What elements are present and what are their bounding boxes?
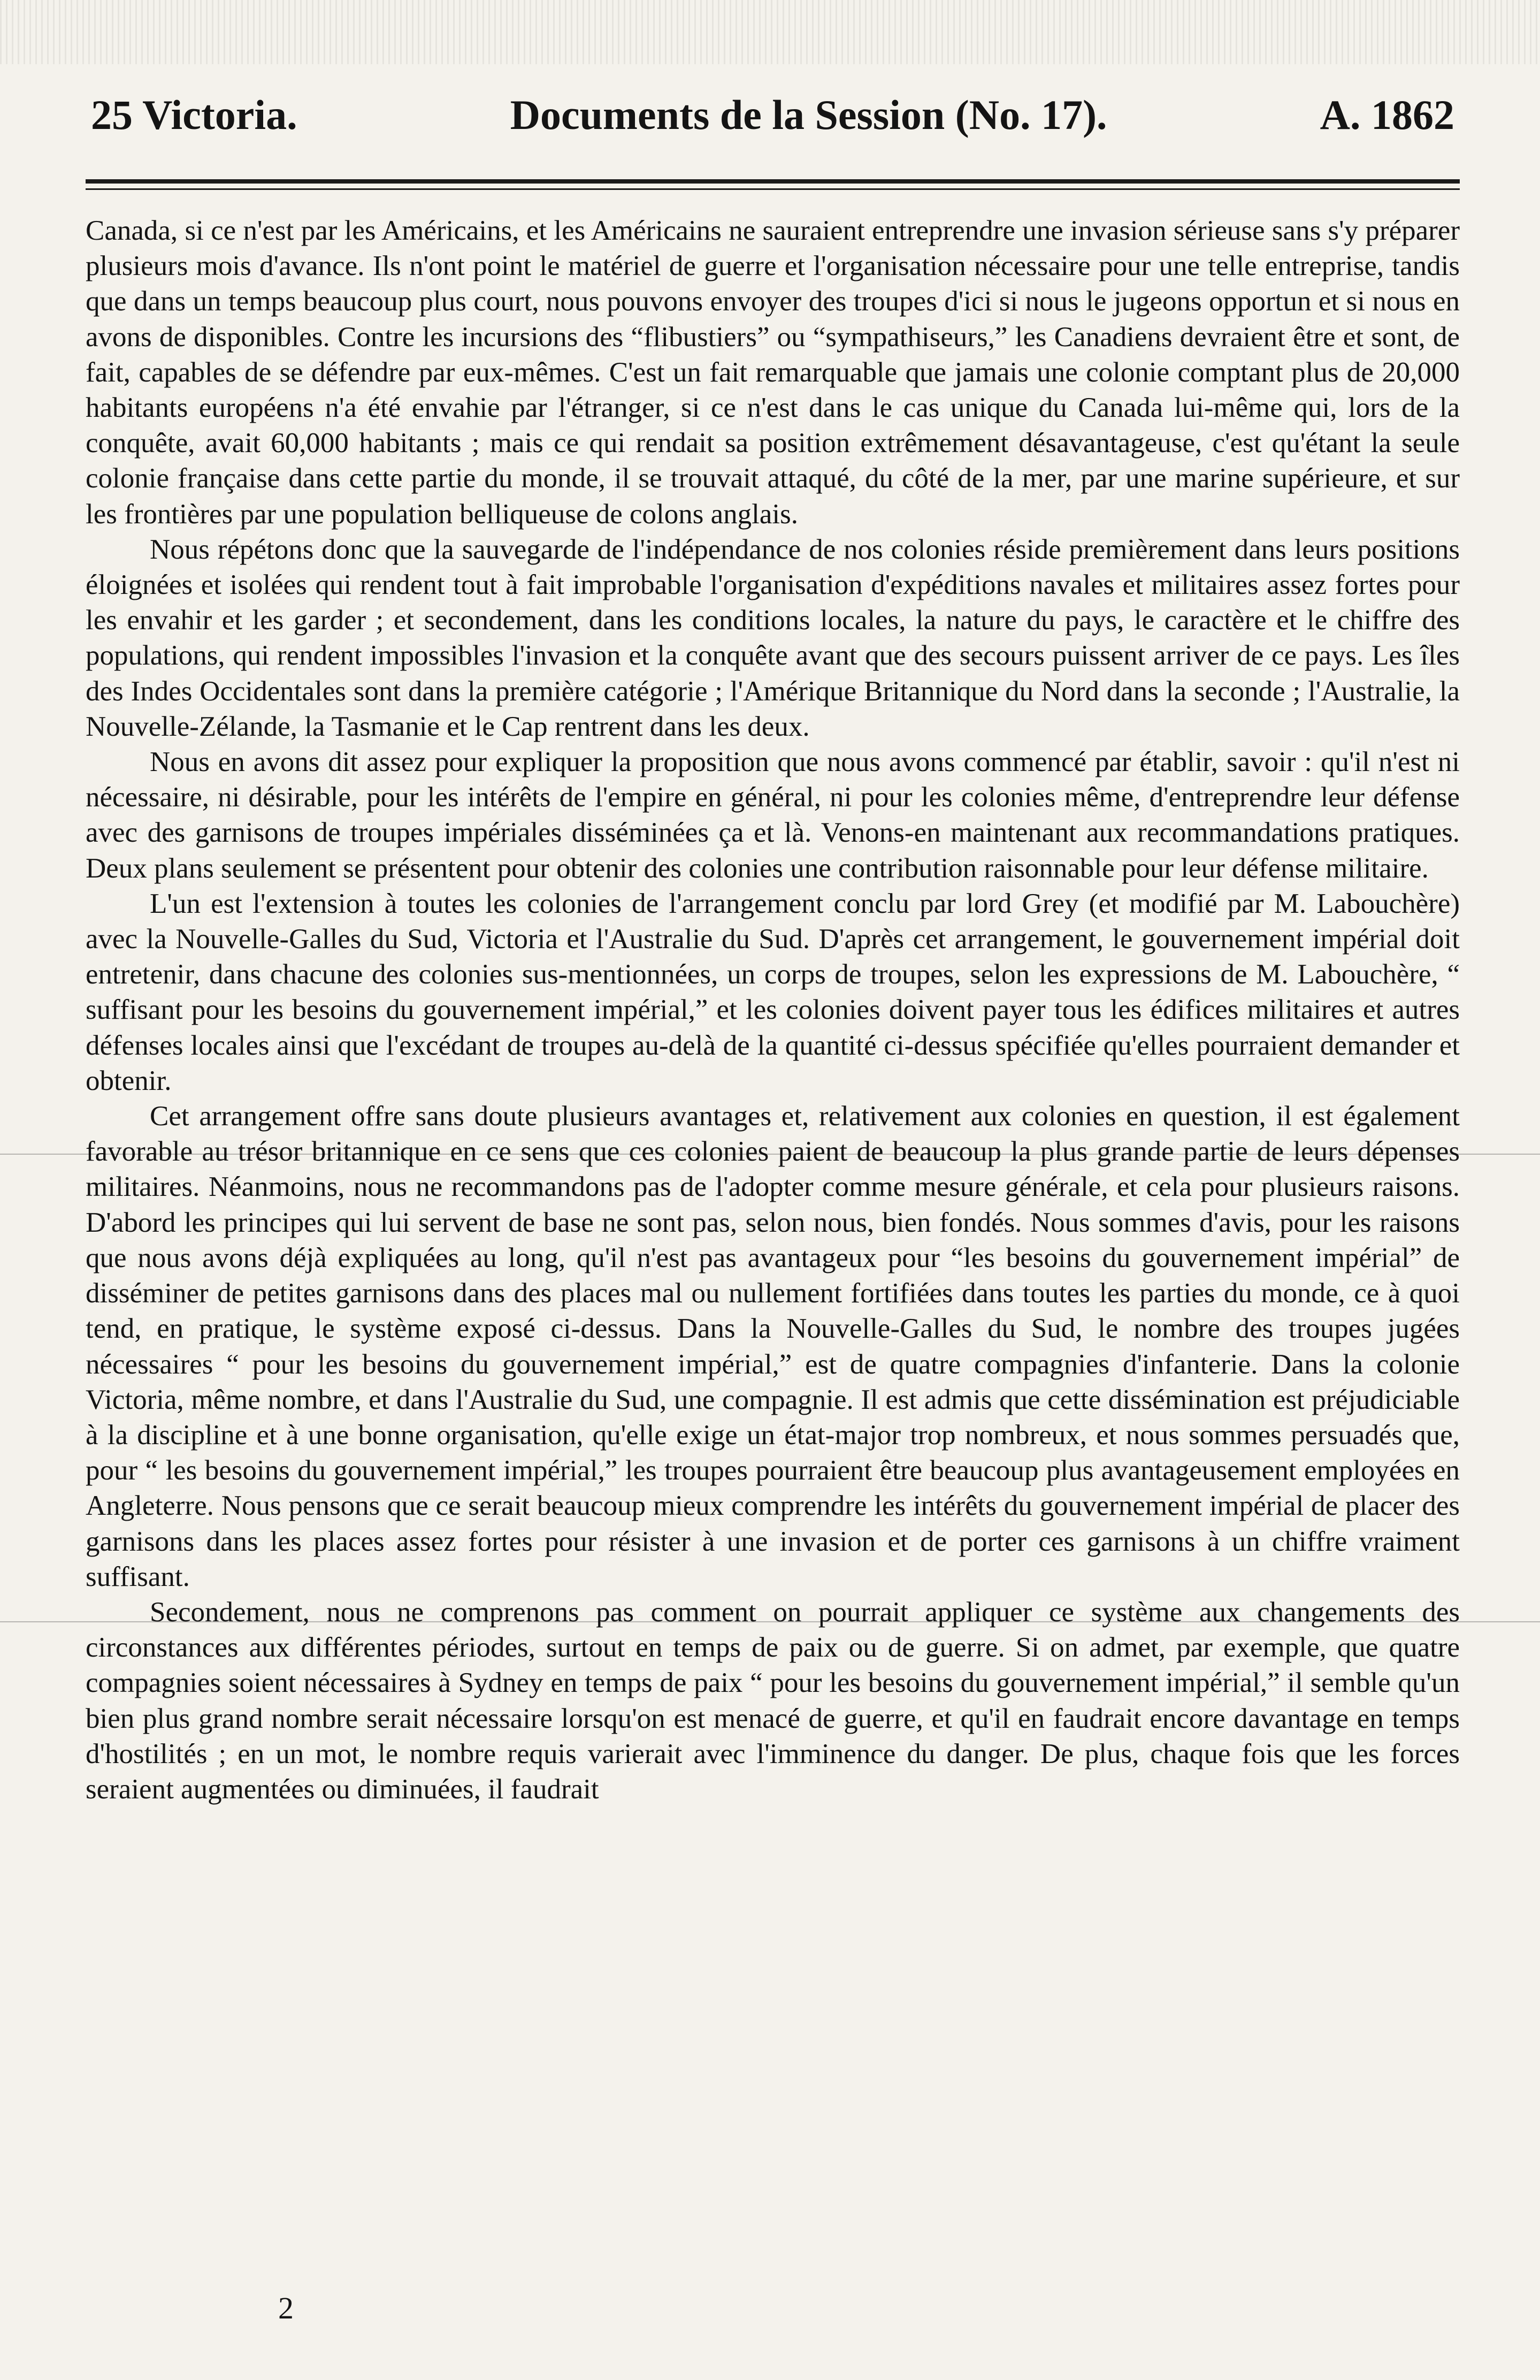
paragraph-4: L'un est l'extension à toutes les colonies de l'arrangement conclu par lord Grey (et modifié par M. Labouchère) avec la Nouvelle-Galles du Sud, Victoria et l'Australie du Sud. D'après cet arrangement, le gouvernement impérial doit entretenir, dans chacune des colonies sus-mentionnées, un corps de troupes, selon les expressions de M. Labouchère, “ suffisant pour les besoins du gouvernement impérial,” et les colonies doivent payer tous les édifices militaires et autres défenses locales ainsi que l'excédant de troupes au-delà de la quantité ci-dessus spécifiée qu'elles pourraient demander et obtenir. <box>86 888 1460 1096</box>
header-rule-thin <box>86 188 1460 190</box>
paragraph-5: Cet arrangement offre sans doute plusieurs avantages et, relativement aux colonies en question, il est également favorable au trésor britannique en ce sens que ces colonies paient de beaucoup la plus grande partie de leurs dépenses militaires. Néanmoins, nous ne recommandons pas de l'adopter comme mesure générale, et cela pour plusieurs raisons. D'abord les principes qui lui servent de base ne sont pas, selon nous, bien fondés. Nous sommes d'avis, pour les raisons que nous avons déjà expliquées au long, qu'il n'est pas avantageux pour “les besoins du gouvernement impérial” de disséminer de petites garnisons dans des places mal ou nullement fortifiées dans toutes les parties du monde, ce à quoi tend, en pratique, le système exposé ci-dessus. Dans la Nouvelle-Galles du Sud, le nombre des troupes jugées nécessaires “ pour les besoins du gouvernement impérial,” est de quatre compagnies d'infanterie. Dans la colonie Victoria, même nombre, et dans l'Australie du Sud, une compagnie. Il est admis que cette dissémination est préjudiciable à la discipline et à une bonne organisation, qu'elle exige un état-major trop nombreux, et nous sommes persuadés que, pour “ les besoins du gouvernement impérial,” les troupes pourraient être beaucoup plus avantageusement employées en Angleterre. Nous pensons que ce serait beaucoup mieux comprendre les intérêts du gouvernement impérial de placer des garnisons dans les places assez fortes pour résister à une invasion et de porter ces garnisons à un chiffre vraiment suffisant. <box>86 1101 1460 1592</box>
header-rule-thick <box>86 179 1460 184</box>
header-center: Documents de la Session (No. 17). <box>510 91 1107 138</box>
paragraph-2: Nous répétons donc que la sauvegarde de l'indépendance de nos colonies réside premièrement dans leurs positions éloignées et isolées qui rendent tout à fait improbable l'organisation d'expéditions navales et militaires assez fortes pour les envahir et les garder ; et secondement, dans les conditions locales, la nature du pays, le caractère et le chiffre des populations, qui rendent impossibles l'invasion et la conquête avant que des secours puissent arriver de ce pays. Les îles des Indes Occidentales sont dans la première catégorie ; l'Amérique Britannique du Nord dans la seconde ; l'Australie, la Nouvelle-Zélande, la Tasmanie et le Cap rentrent dans les deux. <box>86 533 1460 742</box>
scan-artifact-line <box>0 1154 1540 1155</box>
paragraph-3: Nous en avons dit assez pour expliquer la proposition que nous avons commencé par établir, savoir : qu'il n'est ni nécessaire, ni désirable, pour les intérêts de l'empire en général, ni pour les colonies même, d'entreprendre leur défense avec des garnisons de troupes impériales disséminées ça et là. Venons-en maintenant aux recommandations pratiques. Deux plans seulement se présentent pour obtenir des colonies une contribution raisonnable pour leur défense militaire. <box>86 746 1460 884</box>
page-header <box>91 91 1454 150</box>
header-left: 25 Victoria. <box>91 91 297 138</box>
scan-artifact-line <box>0 1621 1540 1622</box>
body-text <box>86 213 1460 1807</box>
header-right: A. 1862 <box>1320 91 1454 138</box>
page-number: 2 <box>278 2291 294 2325</box>
paragraph-6: Secondement, nous ne comprenons pas comment on pourrait appliquer ce système aux changements des circonstances aux différentes périodes, surtout en temps de paix ou de guerre. Si on admet, par exemple, que quatre compagnies soient nécessaires à Sydney en temps de paix “ pour les besoins du gouvernement impérial,” il semble qu'un bien plus grand nombre serait nécessaire lorsqu'on est menacé de guerre, et qu'il en faudrait encore davantage en temps d'hostilités ; en un mot, le nombre requis varierait avec l'imminence du danger. De plus, chaque fois que les forces seraient augmentées ou diminuées, il faudrait <box>86 1596 1460 1805</box>
paragraph-1: Canada, si ce n'est par les Américains, et les Américains ne sauraient entreprendre une invasion sérieuse sans s'y préparer plusieurs mois d'avance. Ils n'ont point le matériel de guerre et l'organisation nécessaire pour une telle entreprise, tandis que dans un temps beaucoup plus court, nous pouvons envoyer des troupes d'ici si nous le jugeons opportun et si nous en avons de disponibles. Contre les incursions des “flibustiers” ou “sympathiseurs,” les Canadiens devraient être et sont, de fait, capables de se défendre par eux-mêmes. C'est un fait remarquable que jamais une colonie comptant plus de 20,000 habitants européens n'a été envahie par l'étranger, si ce n'est dans le cas unique du Canada lui-même qui, lors de la conquête, avait 60,000 habitants ; mais ce qui rendait sa position extrêmement désavantageuse, c'est qu'étant la seule colonie française dans cette partie du monde, il se trouvait attaqué, du côté de la mer, par une marine supérieure, et sur les frontières par une population belliqueuse de colons anglais. <box>86 215 1460 530</box>
scan-noise-top <box>0 0 1540 64</box>
